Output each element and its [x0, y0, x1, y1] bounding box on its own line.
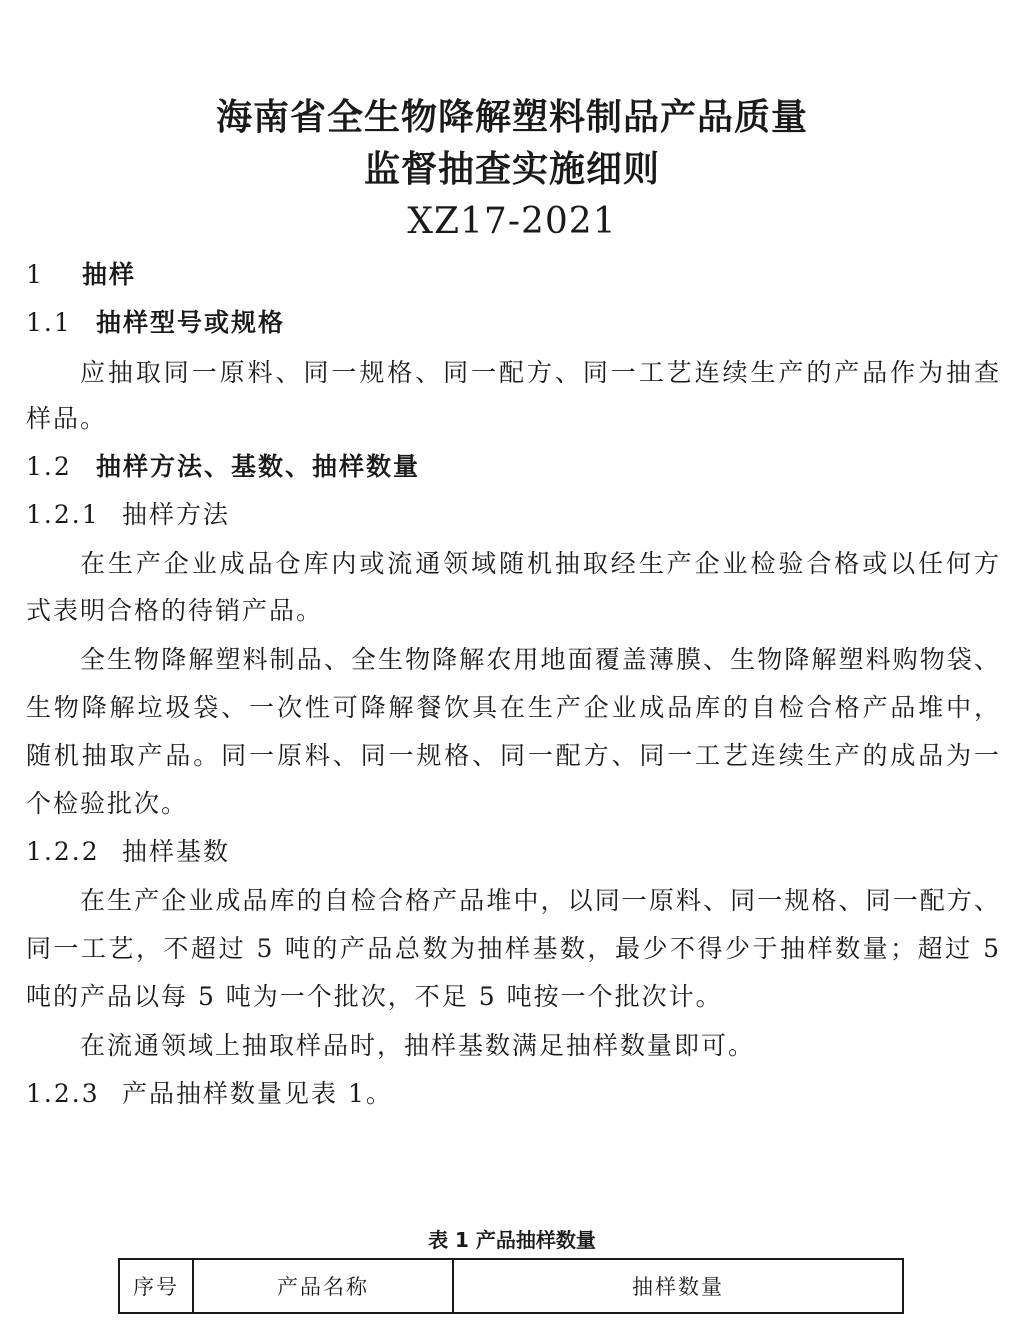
- section-1-2-title: 抽样方法、基数、抽样数量: [96, 452, 421, 481]
- paragraph-line: 同一工艺，不超过 5 吨的产品总数为抽样基数，最少不得少于抽样数量；超过 5: [26, 934, 1001, 963]
- table-header-product-name: 产品名称: [194, 1260, 454, 1312]
- section-1-2-3-title: 产品抽样数量见表 1。: [122, 1079, 393, 1108]
- section-1-2-2-number: 1.2.2: [26, 837, 100, 866]
- document-code: XZ17-2021: [407, 201, 617, 242]
- section-1-title: 抽样: [82, 260, 137, 289]
- section-1-2-heading: [26, 452, 1001, 482]
- section-1-1-title: 抽样型号或规格: [96, 308, 286, 337]
- table-1: [118, 1258, 904, 1314]
- paragraph-line: 在生产企业成品库的自检合格产品堆中，以同一原料、同一规格、同一配方、: [80, 886, 1001, 915]
- paragraph-line: 随机抽取产品。同一原料、同一规格、同一配方、同一工艺连续生产的成品为一: [26, 741, 1001, 770]
- paragraph-line: 样品。: [26, 404, 108, 433]
- section-1-2-2-heading: [26, 837, 1001, 867]
- table-1-caption: 表 1 产品抽样数量: [428, 1228, 596, 1252]
- section-1-1-number: 1.1: [26, 308, 72, 337]
- section-1-2-1-heading: [26, 500, 1001, 530]
- paragraph-line: 全生物降解塑料制品、全生物降解农用地面覆盖薄膜、生物降解塑料购物袋、: [80, 645, 1001, 674]
- section-1-2-3-heading: [26, 1079, 1001, 1109]
- section-1-heading: [26, 260, 1001, 290]
- section-1-2-3-number: 1.2.3: [26, 1079, 100, 1108]
- paragraph-line: 个检验批次。: [26, 789, 189, 818]
- section-1-2-number: 1.2: [26, 452, 72, 481]
- table-header-serial: 序号: [120, 1260, 194, 1312]
- section-1-2-1-number: 1.2.1: [26, 500, 100, 529]
- section-1-1-heading: [26, 308, 1001, 338]
- paragraph-line: 吨的产品以每 5 吨为一个批次，不足 5 吨按一个批次计。: [26, 982, 723, 1011]
- section-1-2-1-title: 抽样方法: [122, 500, 231, 529]
- document-title-line2: 监督抽查实施细则: [363, 149, 660, 190]
- paragraph-line: 在流通领域上抽取样品时，抽样基数满足抽样数量即可。: [80, 1031, 756, 1060]
- document-title-line1: 海南省全生物降解塑料制品产品质量: [215, 97, 808, 138]
- paragraph-line: 生物降解垃圾袋、一次性可降解餐饮具在生产企业成品库的自检合格产品堆中，: [26, 693, 1001, 722]
- paragraph-line: 在生产企业成品仓库内或流通领域随机抽取经生产企业检验合格或以任何方: [80, 549, 1001, 578]
- paragraph-line: 应抽取同一原料、同一规格、同一配方、同一工艺连续生产的产品作为抽查: [80, 358, 1001, 387]
- table-header-sample-quantity: 抽样数量: [632, 1275, 724, 1299]
- paragraph-line: 式表明合格的待销产品。: [26, 596, 324, 625]
- section-1-2-2-title: 抽样基数: [122, 837, 231, 866]
- section-1-number: 1: [26, 260, 44, 289]
